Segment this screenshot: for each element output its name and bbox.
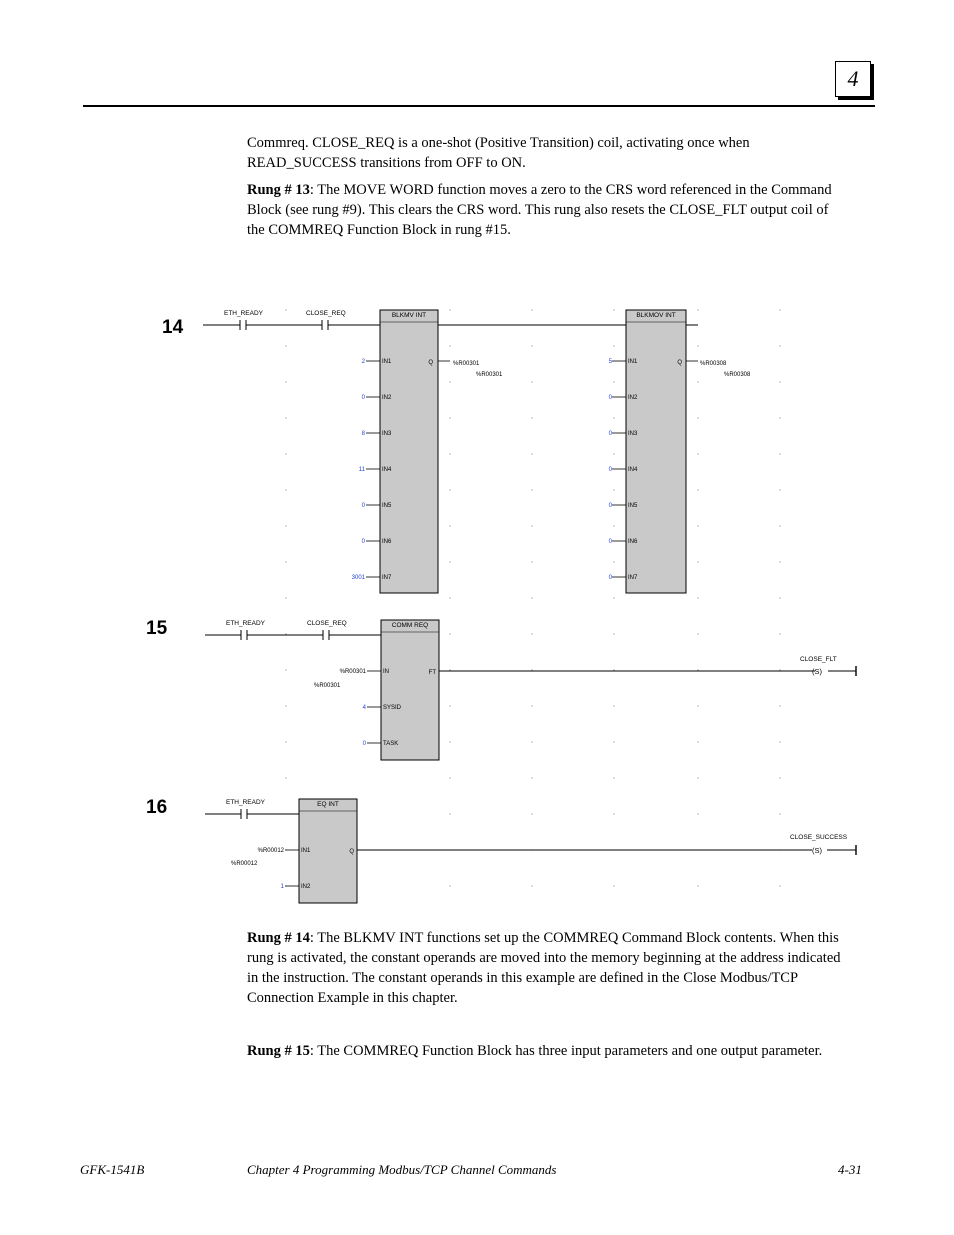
block1-operand: 2 bbox=[361, 359, 365, 365]
rung15-text: : The COMMREQ Function Block has three input parameters and one output parameter. bbox=[309, 1043, 823, 1059]
eqint-output-pin: Q bbox=[349, 849, 354, 855]
block1-operand: 0 bbox=[361, 503, 365, 509]
eqint-title: EQ INT bbox=[317, 801, 339, 808]
paragraph-rung14 bbox=[247, 928, 847, 1008]
commreq-operand: %R00301 bbox=[339, 669, 366, 675]
block2-pin-label: IN1 bbox=[628, 359, 638, 365]
block2-pin-label: IN2 bbox=[628, 395, 638, 401]
block1-output-ref2: %R00301 bbox=[476, 372, 503, 378]
grid-dots bbox=[285, 309, 780, 886]
eqint-in-ref2: %R00012 bbox=[231, 861, 258, 867]
rung16-number: 16 bbox=[146, 797, 168, 818]
block2-operand: 0 bbox=[608, 431, 612, 437]
comm-req-block bbox=[340, 620, 439, 760]
close-flt-coil-label: CLOSE_FLT bbox=[800, 656, 837, 663]
block1-pin-label: IN4 bbox=[382, 467, 392, 473]
ladder-diagram bbox=[0, 290, 954, 920]
rung14-label: Rung # 14 bbox=[247, 930, 310, 946]
rung15-label: Rung # 15 bbox=[247, 1043, 310, 1059]
block1-operand: 0 bbox=[361, 539, 365, 545]
block1-operand: 11 bbox=[358, 467, 365, 473]
block2-pin-label: IN4 bbox=[628, 467, 638, 473]
paragraph-commreq: Commreq. CLOSE_REQ is a one-shot (Positive Transition) coil, activating once when READ_SUCCESS transitions from OFF to ON. bbox=[247, 135, 750, 171]
block1-pin-label: IN6 bbox=[382, 539, 392, 545]
paragraph-rung13 bbox=[247, 180, 847, 240]
rung16-contact-eth-ready bbox=[241, 809, 247, 819]
block2-output-ref2: %R00308 bbox=[724, 372, 751, 378]
close-success-coil: (S) bbox=[812, 846, 822, 855]
eqint-operand: 1 bbox=[280, 884, 284, 890]
block2-operand: 0 bbox=[608, 395, 612, 401]
block2-output-ref: %R00308 bbox=[700, 361, 727, 367]
block2-operand: 0 bbox=[608, 467, 612, 473]
eqint-pin-label: IN1 bbox=[301, 848, 311, 854]
block1-title: BLKMV INT bbox=[391, 312, 427, 319]
commreq-output-pin: FT bbox=[428, 670, 436, 676]
rung16-contact1-label: ETH_READY bbox=[226, 799, 266, 806]
rung14-contact2-label: CLOSE_REQ bbox=[306, 310, 346, 317]
block1-operand: 0 bbox=[361, 395, 365, 401]
commreq-pin-label: IN bbox=[383, 669, 389, 675]
block2-operand: 0 bbox=[608, 539, 612, 545]
block1-operand: 8 bbox=[361, 431, 365, 437]
block1-pin-label: IN2 bbox=[382, 395, 392, 401]
block2-pin-label: IN5 bbox=[628, 503, 638, 509]
block2-operand: 0 bbox=[608, 575, 612, 581]
block1-pin-label: IN3 bbox=[382, 431, 392, 437]
footer-page-number: 4-31 bbox=[838, 1162, 862, 1177]
block2-title: BLKMOV INT bbox=[636, 312, 676, 319]
rung13-label: Rung # 13 bbox=[247, 182, 310, 198]
footer-chapter: Chapter 4 Programming Modbus/TCP Channel Commands bbox=[247, 1162, 557, 1177]
block2-pin-label: IN7 bbox=[628, 575, 638, 581]
rung14-text: : The BLKMV INT functions set up the COMMREQ Command Block contents. When this rung is activated, the constant operands are moved into the memory beginning at the address indicated in the instruction. The constant operands in this example are defined in the Close Modbus/TCP Connection Example in this chapter. bbox=[247, 930, 841, 1006]
footer-doc-id: GFK-1541B bbox=[80, 1162, 145, 1177]
rung14-number: 14 bbox=[162, 317, 184, 338]
close-success-coil-label: CLOSE_SUCCESS bbox=[790, 834, 848, 841]
blkmov-int-block-2 bbox=[609, 310, 686, 593]
block2-operand: 5 bbox=[608, 359, 612, 365]
commreq-title: COMM REQ bbox=[391, 622, 429, 629]
eqint-pin-label: IN2 bbox=[301, 884, 311, 890]
header-rule bbox=[83, 105, 875, 107]
block1-pin-label: IN7 bbox=[382, 575, 392, 581]
block2-output-pin: Q bbox=[677, 360, 682, 366]
block2-pin-label: IN6 bbox=[628, 539, 638, 545]
rung15-number: 15 bbox=[146, 618, 168, 639]
block2-operand: 0 bbox=[608, 503, 612, 509]
commreq-operand: 0 bbox=[362, 741, 366, 747]
commreq-pin-label: TASK bbox=[383, 741, 399, 747]
block1-output-pin: Q bbox=[428, 360, 433, 366]
block1-operand: 3001 bbox=[351, 575, 365, 581]
close-flt-coil: (S) bbox=[812, 667, 822, 676]
rung14-contact-eth-ready bbox=[240, 320, 246, 330]
block1-pin-label: IN1 bbox=[382, 359, 392, 365]
rung15-contact1-label: ETH_READY bbox=[226, 620, 266, 627]
block1-output-ref: %R00301 bbox=[453, 361, 480, 367]
rung15-contact-close-req bbox=[323, 630, 329, 640]
commreq-pin-label: SYSID bbox=[383, 705, 402, 711]
commreq-in-ref2: %R00301 bbox=[314, 683, 341, 689]
rung14-contact1-label: ETH_READY bbox=[224, 310, 264, 317]
blkmv-int-block-1 bbox=[352, 310, 438, 593]
rung15-contact-eth-ready bbox=[241, 630, 247, 640]
block2-pin-label: IN3 bbox=[628, 431, 638, 437]
block1-pin-label: IN5 bbox=[382, 503, 392, 509]
rung14-contact-close-req bbox=[322, 320, 328, 330]
eqint-operand: %R00012 bbox=[257, 848, 284, 854]
chapter-tab: 4 bbox=[835, 61, 871, 97]
commreq-operand: 4 bbox=[362, 705, 366, 711]
eq-int-block bbox=[258, 799, 357, 903]
rung13-text: : The MOVE WORD function moves a zero to the CRS word referenced in the Command Block (see rung #9). This clears the CRS word. This rung also resets the CLOSE_FLT output coil of the COMMREQ Function Block in rung #15. bbox=[247, 182, 832, 238]
paragraph-rung15 bbox=[247, 1041, 847, 1061]
rung15-contact2-label: CLOSE_REQ bbox=[307, 620, 347, 627]
